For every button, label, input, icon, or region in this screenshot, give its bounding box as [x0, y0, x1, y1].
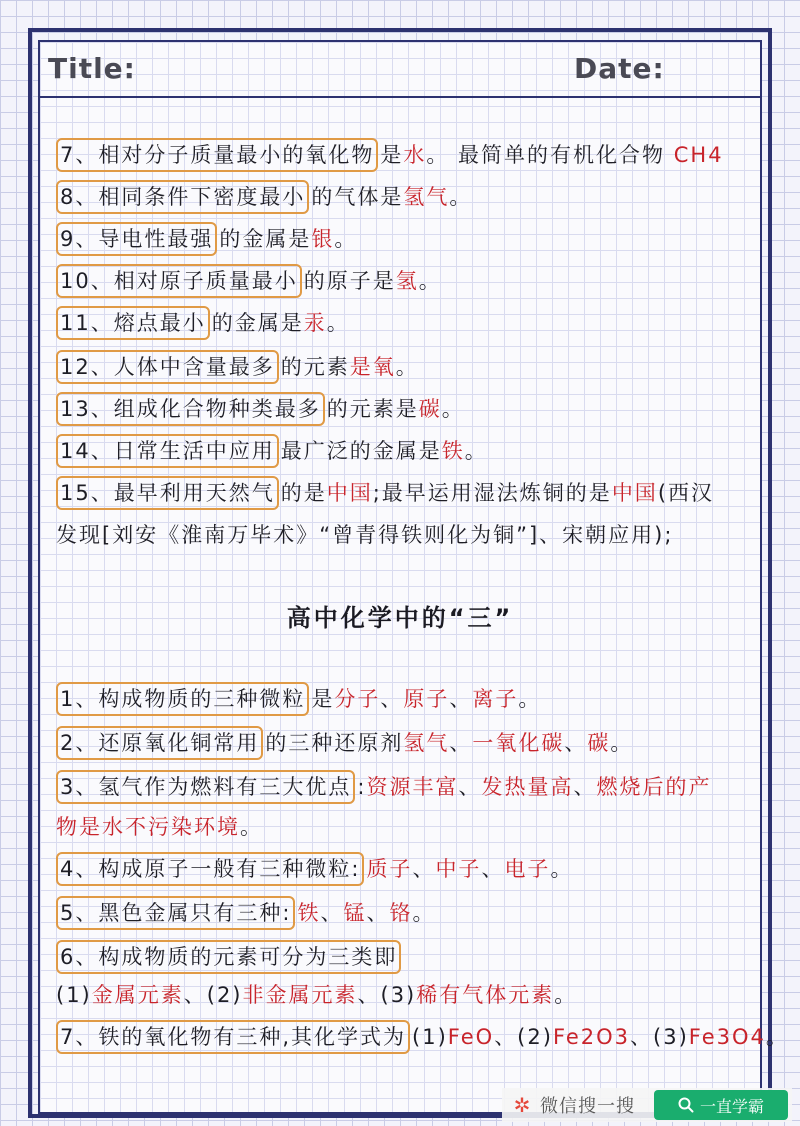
answer-text: 原子: [403, 687, 450, 711]
answer-text: 氢气: [403, 185, 450, 209]
highlight-box: 13、组成化合物种类最多: [56, 392, 325, 426]
answer-text: 汞: [303, 311, 327, 335]
list-item: [56, 940, 403, 974]
body-text: 。: [240, 815, 263, 839]
list-item: [56, 392, 465, 426]
answer-text: 物是水不污染环境: [56, 815, 240, 839]
answer-text: 碳: [418, 397, 442, 421]
body-text: 的三种还原剂: [265, 731, 404, 755]
answer-text: 氢气: [403, 731, 450, 755]
highlight-box: 5、黑色金属只有三种:: [56, 896, 295, 930]
body-text: 的金属是: [219, 227, 312, 251]
body-text: 。: [464, 439, 488, 463]
answer-text: 燃烧后的产: [596, 775, 712, 799]
list-item-continuation: [56, 812, 263, 842]
highlight-box: 10、相对原子质量最小: [56, 264, 302, 298]
answer-text: 一氧化碳: [472, 731, 565, 755]
body-text: 最广泛的金属是: [280, 439, 442, 463]
body-text: 。: [765, 1025, 789, 1049]
list-item: [56, 138, 724, 172]
highlight-box: 3、氢气作为燃料有三大优点: [56, 770, 355, 804]
body-text: 是: [380, 143, 404, 167]
body-text: 的元素: [280, 355, 350, 379]
body-text: 、: [458, 775, 482, 799]
wechat-search-watermark[interactable]: [502, 1088, 792, 1122]
body-text: 。: [334, 227, 358, 251]
answer-text: 水: [403, 143, 427, 167]
body-text: 。: [441, 397, 465, 421]
body-text: 、: [573, 775, 597, 799]
highlight-box: 7、铁的氧化物有三种,其化学式为: [56, 1020, 410, 1054]
body-text: 。: [326, 311, 350, 335]
highlight-box: 2、还原氧化铜常用: [56, 726, 263, 760]
body-text: 。: [554, 983, 578, 1007]
body-text: 的气体是: [311, 185, 404, 209]
body-text: 。: [449, 185, 473, 209]
watermark-text: 微信搜一搜: [540, 1096, 635, 1117]
list-item: [56, 434, 488, 468]
search-account-button[interactable]: [654, 1090, 788, 1120]
answer-text: 氢: [395, 269, 419, 293]
body-text: 、(2): [183, 983, 243, 1007]
answer-text: 分子: [334, 687, 381, 711]
list-item: [56, 264, 442, 298]
body-text: 、(3): [630, 1025, 689, 1049]
body-text: 、: [320, 901, 344, 925]
body-text: 、: [449, 687, 473, 711]
body-text: 、: [564, 731, 588, 755]
highlight-box: 6、构成物质的元素可分为三类即: [56, 940, 401, 974]
body-text: ;最早运用湿法炼铜的是: [372, 481, 612, 505]
list-item: [56, 896, 435, 930]
answer-text: 银: [311, 227, 335, 251]
list-item: [56, 770, 711, 804]
date-label: Date:: [574, 52, 665, 85]
highlight-box: 15、最早利用天然气: [56, 476, 279, 510]
highlight-box: 7、相对分子质量最小的氧化物: [56, 138, 378, 172]
body-text: 、: [449, 731, 473, 755]
answer-text: 是氧: [349, 355, 396, 379]
body-text: 的元素是: [326, 397, 419, 421]
list-item: [56, 852, 573, 886]
body-text: 的金属是: [211, 311, 304, 335]
body-text: 、(2): [494, 1025, 553, 1049]
list-item: [56, 726, 633, 760]
answer-text: 碳: [587, 731, 611, 755]
answer-text: 铁: [297, 901, 321, 925]
body-text: (1): [56, 983, 92, 1007]
answer-text: 铁: [441, 439, 465, 463]
list-item-continuation: [56, 980, 577, 1010]
body-text: 、: [380, 687, 404, 711]
highlight-box: 12、人体中含量最多: [56, 350, 279, 384]
answer-text: 资源丰富: [366, 775, 459, 799]
answer-text: Fe3O4: [688, 1025, 766, 1049]
section-heading: 高中化学中的“三”: [286, 604, 514, 632]
list-item: [56, 1020, 789, 1054]
body-text: 、: [366, 901, 390, 925]
answer-text: 稀有气体元素: [416, 983, 555, 1007]
body-text: 、: [481, 857, 505, 881]
body-text: 。: [395, 355, 419, 379]
list-item: [56, 306, 350, 340]
answer-text: 中子: [435, 857, 482, 881]
highlight-box: 8、相同条件下密度最小: [56, 180, 309, 214]
answer-text: 铬: [389, 901, 413, 925]
body-text: 。: [418, 269, 442, 293]
highlight-box: 1、构成物质的三种微粒: [56, 682, 309, 716]
body-text: 是: [311, 687, 335, 711]
sparkle-logo-icon: ✲: [513, 1093, 531, 1117]
body-text: (1): [412, 1025, 448, 1049]
highlight-box: 11、熔点最小: [56, 306, 210, 340]
body-text: 。: [610, 731, 634, 755]
list-item: [56, 350, 419, 384]
list-item: [56, 682, 541, 716]
answer-text: 中国: [611, 481, 658, 505]
answer-text: 中国: [326, 481, 373, 505]
list-item-continuation: 发现[刘安《淮南万毕术》“曾青得铁则化为铜”]、宋朝应用);: [56, 523, 674, 547]
body-text: 。: [550, 857, 574, 881]
answer-text: 锰: [343, 901, 367, 925]
answer-text: 质子: [366, 857, 413, 881]
search-account-label: 一直学霸: [699, 1096, 764, 1116]
answer-text: FeO: [447, 1025, 495, 1049]
header-divider: [38, 96, 762, 98]
answer-text: Fe2O3: [552, 1025, 631, 1049]
answer-text: 发热量高: [481, 775, 574, 799]
body-text: 。 最简单的有机化合物: [426, 143, 674, 167]
highlight-box: 9、导电性最强: [56, 222, 217, 256]
body-text: (西汉: [657, 481, 715, 505]
highlight-box: 4、构成原子一般有三种微粒:: [56, 852, 364, 886]
body-text: :: [357, 775, 367, 799]
answer-text: CH4: [673, 143, 724, 167]
answer-text: 非金属元素: [242, 983, 358, 1007]
body-text: 、: [412, 857, 436, 881]
highlight-box: 14、日常生活中应用: [56, 434, 279, 468]
search-icon: [678, 1097, 694, 1113]
body-text: 的是: [280, 481, 327, 505]
body-text: 的原子是: [303, 269, 396, 293]
title-label: Title:: [48, 52, 136, 85]
body-text: 。: [518, 687, 542, 711]
list-item: [56, 476, 714, 510]
list-item: [56, 222, 357, 256]
answer-text: 离子: [472, 687, 519, 711]
list-item: [56, 180, 472, 214]
answer-text: 金属元素: [91, 983, 184, 1007]
answer-text: 电子: [504, 857, 551, 881]
body-text: 。: [412, 901, 436, 925]
body-text: 、(3): [357, 983, 417, 1007]
